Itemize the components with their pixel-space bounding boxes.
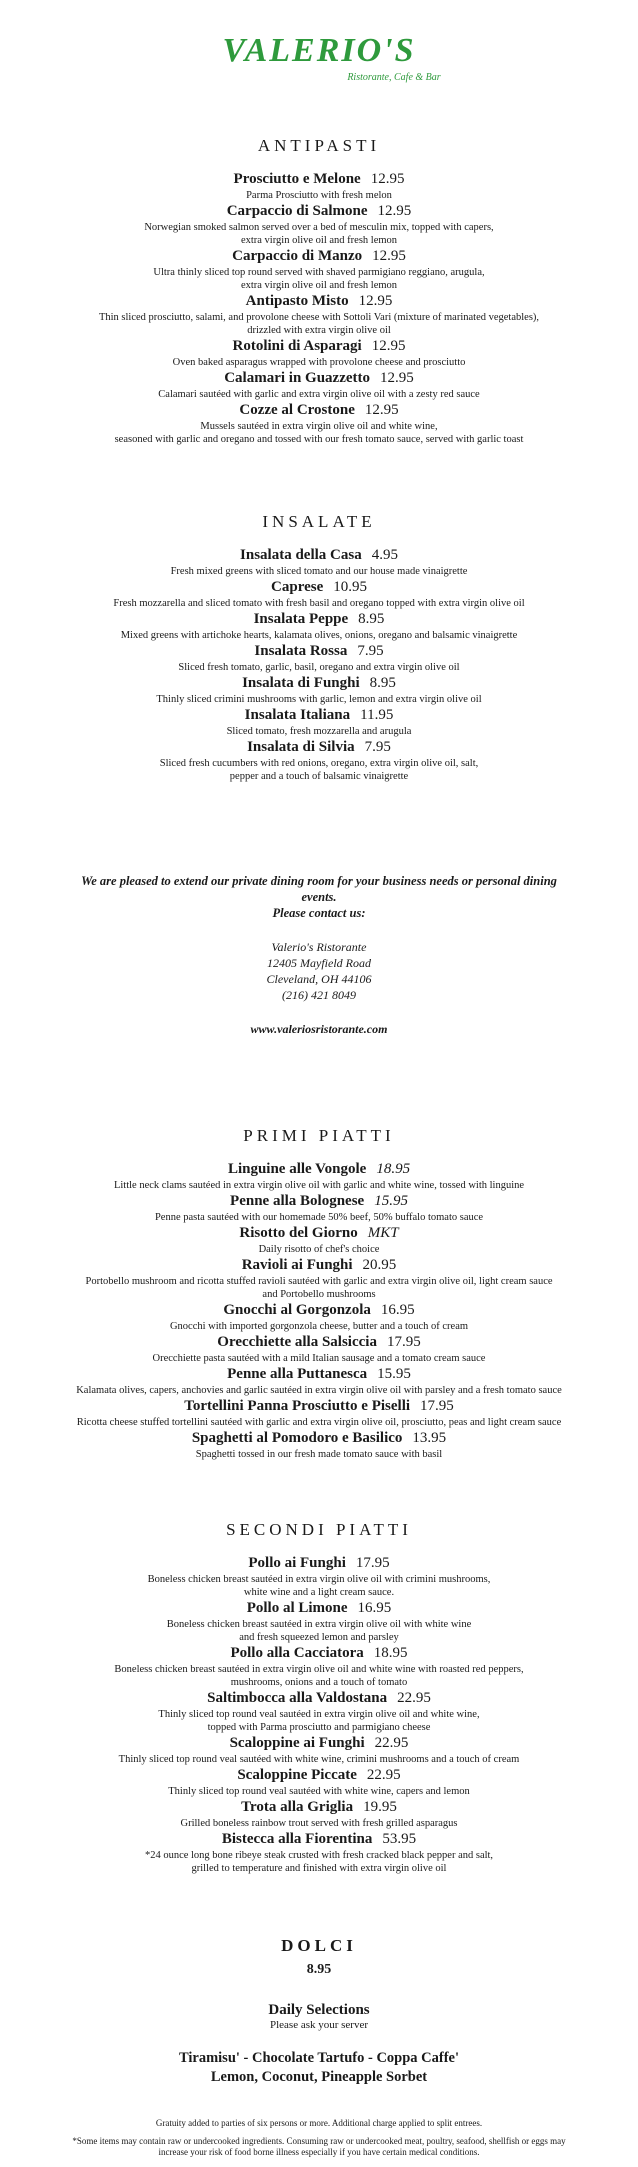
menu-item-heading (0, 1192, 638, 1211)
menu-item-price: 18.95 (376, 1161, 411, 1177)
menu-item-description: Boneless chicken breast sautéed in extra virgin olive oil with white wine (166, 1619, 472, 1630)
menu-item-price: 12.95 (377, 203, 412, 219)
menu-item-description: Thinly sliced top round veal sautéed with white wine, capers and lemon (168, 1786, 470, 1797)
menu-item-heading (0, 401, 638, 420)
insalate-section (0, 512, 638, 783)
menu-item-heading (0, 1798, 638, 1817)
dolci-price: 8.95 (306, 1962, 332, 1977)
website-link[interactable]: www.valeriosristorante.com (250, 1022, 388, 1036)
menu-item (0, 1397, 638, 1429)
menu-item-price: 4.95 (371, 547, 398, 563)
menu-item (0, 1160, 638, 1192)
menu-item-description: topped with Parma prosciutto and parmigiano cheese (207, 1722, 431, 1733)
menu-item-name: Penne alla Puttanesca (227, 1366, 368, 1382)
menu-item (0, 337, 638, 369)
menu-item-heading (0, 674, 638, 693)
menu-item (0, 292, 638, 337)
menu-item (0, 369, 638, 401)
menu-item-price: 22.95 (397, 1690, 431, 1706)
menu-item-name: Tortellini Panna Prosciutto e Piselli (184, 1398, 411, 1414)
menu-item-name: Penne alla Bolognese (230, 1193, 365, 1209)
menu-item-heading (0, 1397, 638, 1416)
menu-item-price: 10.95 (333, 579, 367, 595)
menu-item-heading (0, 706, 638, 725)
menu-item-heading (0, 1734, 638, 1753)
menu-item-description: Sliced fresh cucumbers with red onions, oregano, extra virgin olive oil, salt, (159, 758, 479, 769)
menu-item-heading (0, 202, 638, 221)
address-block (0, 939, 638, 1003)
menu-item-heading (0, 1599, 638, 1618)
antipasti-section (0, 136, 638, 446)
menu-item (0, 1689, 638, 1734)
menu-item-description: Thin sliced prosciutto, salami, and provolone cheese with Sottoli Vari (mixture of marinated vegetables), (98, 312, 540, 323)
primi-section (0, 1126, 638, 1461)
menu-item-description: Orecchiette pasta sautéed with a mild Italian sausage and a tomato cream sauce (152, 1353, 486, 1364)
menu-item-name: Carpaccio di Salmone (226, 203, 368, 219)
menu-item (0, 706, 638, 738)
menu-item-name: Insalata di Funghi (242, 675, 360, 691)
menu-item-name: Insalata Rossa (254, 643, 348, 659)
menu-item-price: 17.95 (420, 1398, 454, 1414)
menu-item-name: Bistecca alla Fiorentina (221, 1831, 373, 1847)
menu-item (0, 1192, 638, 1224)
menu-item (0, 1734, 638, 1766)
section-title: DOLCI (281, 1936, 357, 1955)
section-title: ANTIPASTI (257, 136, 381, 155)
menu-item-price: 7.95 (357, 643, 384, 659)
menu-item-heading (0, 1256, 638, 1275)
menu-item-price: 12.95 (371, 338, 406, 354)
menu-item-description: Norwegian smoked salmon served over a bed of mesculin mix, topped with capers, (144, 222, 494, 233)
menu-item-heading (0, 369, 638, 388)
menu-item (0, 1830, 638, 1875)
menu-item-heading (0, 1224, 638, 1243)
menu-item-description: Portobello mushroom and ricotta stuffed ravioli sautéed with garlic and extra virgin olive oil, light cream sauce (85, 1276, 553, 1287)
menu-item-heading (0, 1766, 638, 1785)
menu-item-description: grilled to temperature and finished with extra virgin olive oil (191, 1863, 447, 1874)
menu-item-name: Saltimbocca alla Valdostana (207, 1690, 388, 1706)
dessert-line: Tiramisu' - Chocolate Tartufo - Coppa Caffe' (178, 2050, 460, 2066)
menu-item-heading (0, 1689, 638, 1708)
menu-item-description: and fresh squeezed lemon and parsley (239, 1632, 399, 1643)
menu-item (0, 1599, 638, 1644)
menu-item-heading (0, 1365, 638, 1384)
menu-item-price: 12.95 (364, 402, 399, 418)
menu-item (0, 1256, 638, 1301)
menu-item-heading (0, 1160, 638, 1179)
menu-item (0, 1554, 638, 1599)
menu-item-name: Pollo al Limone (246, 1600, 348, 1616)
menu-item-price: 7.95 (364, 739, 391, 755)
menu-item-description: pepper and a touch of balsamic vinaigrette (229, 771, 409, 782)
health-warning (0, 2136, 638, 2158)
menu-item-description: Parma Prosciutto with fresh melon (246, 190, 392, 201)
menu-item-name: Ravioli ai Funghi (241, 1257, 353, 1273)
menu-item-description: Fresh mixed greens with sliced tomato and our house made vinaigrette (170, 566, 468, 577)
menu-item-price: MKT (367, 1225, 399, 1241)
menu-item-price: 8.95 (369, 675, 396, 691)
menu-item-description: Boneless chicken breast sautéed in extra virgin olive oil with crimini mushrooms, (147, 1574, 491, 1585)
menu-item-name: Gnocchi al Gorgonzola (223, 1302, 371, 1318)
menu-item-price: 15.95 (377, 1366, 411, 1382)
menu-item-heading (0, 642, 638, 661)
menu-item (0, 674, 638, 706)
menu-item-heading (0, 1333, 638, 1352)
notice-line: events. (301, 890, 337, 904)
menu-item-name: Caprese (271, 579, 324, 595)
menu-item-description: and Portobello mushrooms (262, 1289, 376, 1300)
menu-item-heading (0, 1301, 638, 1320)
menu-item-heading (0, 247, 638, 266)
menu-item (0, 1365, 638, 1397)
menu-item-heading (0, 292, 638, 311)
menu-item-description: Spaghetti tossed in our fresh made tomato sauce with basil (195, 1449, 443, 1460)
menu-item-description: Boneless chicken breast sautéed in extra virgin olive oil and white wine with roasted red peppers, (114, 1664, 524, 1675)
daily-selections: Daily Selections (268, 2002, 370, 2018)
menu-item (0, 546, 638, 578)
menu-item-description: Oven baked asparagus wrapped with provolone cheese and prosciutto (172, 357, 466, 368)
menu-item-description: Sliced fresh tomato, garlic, basil, oregano and extra virgin olive oil (178, 662, 460, 673)
menu-item (0, 1333, 638, 1365)
private-dining-notice (0, 873, 638, 1037)
menu-item (0, 1301, 638, 1333)
menu-item-description: Ricotta cheese stuffed tortellini sautéed with garlic and extra virgin olive oil, prosciutto, peas and light cream sauce (76, 1417, 562, 1428)
menu-item-price: 19.95 (363, 1799, 397, 1815)
menu-item-heading (0, 1644, 638, 1663)
menu-item-description: Sliced tomato, fresh mozzarella and arugula (226, 726, 412, 737)
menu-item-description: Grilled boneless rainbow trout served with fresh grilled asparagus (180, 1818, 458, 1829)
menu-item-name: Pollo ai Funghi (248, 1555, 346, 1571)
menu-item-price: 16.95 (357, 1600, 392, 1616)
menu-item-description: Thinly sliced top round veal sautéed with white wine, crimini mushrooms and a touch of cream (118, 1754, 520, 1765)
brand-name: VALERIO'S (222, 32, 416, 69)
menu-item-price: 15.95 (374, 1193, 408, 1209)
menu-item-description: Fresh mozzarella and sliced tomato with fresh basil and oregano topped with extra virgin olive oil (113, 598, 525, 609)
menu-item-price: 17.95 (386, 1334, 421, 1350)
menu-item (0, 202, 638, 247)
menu-item-description: Daily risotto of chef's choice (258, 1244, 380, 1255)
dessert-line: Lemon, Coconut, Pineapple Sorbet (210, 2069, 428, 2085)
menu-item-heading (0, 738, 638, 757)
menu-item-price: 18.95 (373, 1645, 408, 1661)
menu-item-heading (0, 1830, 638, 1849)
menu-item (0, 401, 638, 446)
section-title: SECONDI PIATTI (226, 1520, 412, 1539)
menu-item-name: Calamari in Guazzetto (224, 370, 371, 386)
menu-item-description: Little neck clams sautéed in extra virgin olive oil with garlic and white wine, tossed with linguine (113, 1180, 525, 1191)
menu-item-description: Gnocchi with imported gorgonzola cheese, butter and a touch of cream (169, 1321, 469, 1332)
menu-item-name: Insalata Peppe (253, 611, 349, 627)
menu-item-name: Insalata della Casa (240, 547, 362, 563)
menu-item-description: extra virgin olive oil and fresh lemon (240, 280, 398, 291)
menu-item-name: Prosciutto e Melone (233, 171, 361, 187)
menu-item-price: 22.95 (366, 1767, 401, 1783)
menu-item (0, 578, 638, 610)
menu-item-name: Cozze al Crostone (239, 402, 355, 418)
menu-item (0, 610, 638, 642)
menu-item (0, 1766, 638, 1798)
menu-item-heading (0, 546, 638, 565)
menu-item (0, 1644, 638, 1689)
menu-item-price: 20.95 (362, 1257, 397, 1273)
section-title: INSALATE (262, 512, 376, 531)
secondi-section (0, 1520, 638, 1875)
menu-item-name: Linguine alle Vongole (227, 1161, 367, 1177)
menu-item-description: Ultra thinly sliced top round served with shaved parmigiano reggiano, arugula, (153, 267, 485, 278)
section-title: PRIMI PIATTI (243, 1126, 395, 1145)
menu-item-price: 17.95 (355, 1555, 390, 1571)
city-address: Cleveland, OH 44106 (266, 972, 372, 986)
menu-item-name: Spaghetti al Pomodoro e Basilico (191, 1430, 403, 1446)
menu-item-price: 12.95 (372, 248, 406, 264)
menu-item (0, 247, 638, 292)
menu-item-price: 16.95 (380, 1302, 415, 1318)
menu-item-name: Scaloppine ai Funghi (229, 1735, 365, 1751)
menu-item (0, 1429, 638, 1461)
warning-line: *Some items may contain raw or undercooked ingredients. Consuming raw or undercooked meat, poultry, seafood, shellfish or eggs may (72, 2136, 566, 2146)
menu-item-name: Orecchiette alla Salsiccia (217, 1334, 377, 1350)
menu-item-heading (0, 337, 638, 356)
menu-item-description: drizzled with extra virgin olive oil (247, 325, 391, 336)
menu-item-description: Kalamata olives, capers, anchovies and garlic sautéed in extra virgin olive oil with parsley and a fresh tomato sauce (76, 1385, 562, 1396)
menu-item-description: *24 ounce long bone ribeye steak crusted with fresh cracked black pepper and salt, (144, 1850, 494, 1861)
menu-item-description: seasoned with garlic and oregano and tossed with our fresh tomato sauce, served with garlic toast (114, 434, 524, 445)
menu-item-heading (0, 578, 638, 597)
phone-number: (216) 421 8049 (282, 988, 356, 1002)
menu-item-name: Pollo alla Cacciatora (230, 1645, 364, 1661)
notice-line: We are pleased to extend our private dining room for your business needs or personal dining (81, 874, 557, 888)
menu-item-price: 12.95 (358, 293, 393, 309)
gratuity-note: Gratuity added to parties of six persons or more. Additional charge applied to split entrees. (155, 2118, 483, 2128)
menu-item (0, 738, 638, 783)
menu-item-name: Risotto del Giorno (239, 1225, 358, 1241)
menu-item-price: 8.95 (358, 611, 385, 627)
daily-note: Please ask your server (269, 2019, 369, 2031)
menu-item-price: 12.95 (380, 370, 414, 386)
dolci-section (0, 1936, 638, 2087)
menu-item-description: white wine and a light cream sauce. (243, 1587, 395, 1598)
menu-item-price: 12.95 (370, 171, 405, 187)
notice-contact: Please contact us: (272, 906, 366, 920)
menu-item-heading (0, 1429, 638, 1448)
brand-tagline: Ristorante, Cafe & Bar (347, 72, 441, 83)
menu-item-name: Trota alla Griglia (241, 1799, 354, 1815)
menu-item (0, 1224, 638, 1256)
menu-item (0, 642, 638, 674)
menu-item-name: Insalata Italiana (244, 707, 351, 723)
menu-item-name: Insalata di Silvia (247, 739, 355, 755)
menu-item (0, 1798, 638, 1830)
street-address: 12405 Mayfield Road (267, 956, 371, 970)
menu-item-description: Thinly sliced crimini mushrooms with garlic, lemon and extra virgin olive oil (156, 694, 482, 705)
menu-item-price: 11.95 (360, 707, 394, 723)
warning-line: increase your risk of food borne illness especially if you have certain medical conditions. (158, 2147, 480, 2157)
menu-item-heading (0, 1554, 638, 1573)
menu-item-description: extra virgin olive oil and fresh lemon (240, 235, 398, 246)
menu-item-name: Antipasto Misto (245, 293, 349, 309)
menu-item-description: Thinly sliced top round veal sautéed in extra virgin olive oil and white wine, (158, 1709, 480, 1720)
menu-item-price: 53.95 (382, 1831, 417, 1847)
restaurant-name: Valerio's Ristorante (271, 940, 367, 954)
menu-item-description: Penne pasta sautéed with our homemade 50% beef, 50% buffalo tomato sauce (154, 1212, 484, 1223)
menu-item-price: 13.95 (412, 1430, 447, 1446)
menu-item-description: Calamari sautéed with garlic and extra virgin olive oil with a zesty red sauce (158, 389, 480, 400)
menu-item-name: Rotolini di Asparagi (232, 338, 362, 354)
menu-item (0, 170, 638, 202)
menu-item-heading (0, 610, 638, 629)
menu-item-name: Carpaccio di Manzo (232, 248, 363, 264)
menu-item-description: Mussels sautéed in extra virgin olive oil and white wine, (200, 421, 438, 432)
menu-item-heading (0, 170, 638, 189)
menu-item-description: mushrooms, onions and a touch of tomato (230, 1677, 408, 1688)
menu-item-name: Scaloppine Piccate (237, 1767, 357, 1783)
brand-logo (0, 32, 638, 83)
menu-item-description: Mixed greens with artichoke hearts, kalamata olives, onions, oregano and balsamic vinaigrette (120, 630, 518, 641)
menu-item-price: 22.95 (374, 1735, 409, 1751)
